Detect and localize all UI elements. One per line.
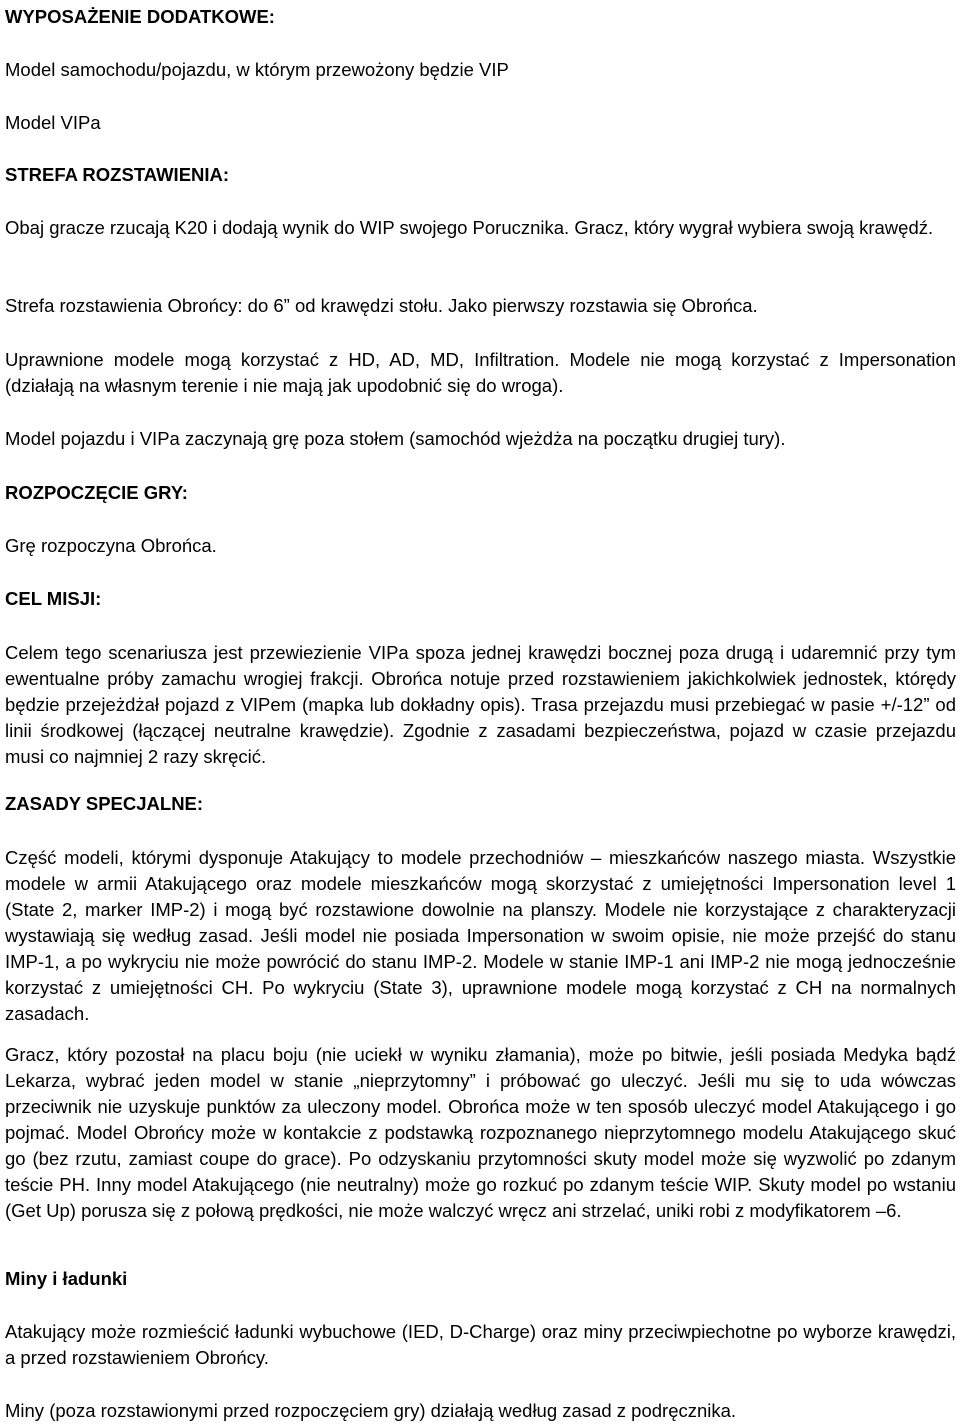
paragraph-vip-model: Model VIPa xyxy=(5,112,101,133)
heading-mines-charges: Miny i ładunki xyxy=(5,1268,128,1289)
paragraph-medic-rules: Gracz, który pozostał na placu boju (nie uciekł w wyniku złamania), może po bitwie, jeśli posiada Medyka bądź Lekarza, wybrać jeden model w stanie „nieprzytomny” i próbować go uleczyć. Jeśli mu się to uda wówczas przeciwnik nie uzyskuje punktów za uleczony model. Obrońca może w ten sposób uleczyć model Atakującego i go pojmać. Model Obrońcy może w kontakcie z podstawką rozpoznanego nieprzytomnego modelu Atakującego skuć go (bez rzutu, zamiast coupe do grace). Po odzyskaniu przytomności skuty model może się wyzwolić po zdanym teście PH. Inny model Atakującego (nie neutralny) może go rozkuć po zdanym teście WIP. Skuty model po wstaniu (Get Up) porusza się z połową prędkości, nie może walczyć wręcz ani strzelać, uniki robi z modyfikatorem –6. xyxy=(5,1044,956,1221)
heading-additional-equipment: WYPOSAŻENIE DODATKOWE: xyxy=(5,6,275,27)
paragraph-game-start: Grę rozpoczyna Obrońca. xyxy=(5,535,217,556)
paragraph-vehicle-entry: Model pojazdu i VIPa zaczynają grę poza stołem (samochód wjeżdża na początku drugiej tury). xyxy=(5,428,786,449)
paragraph-deployment-zone: Strefa rozstawienia Obrońcy: do 6” od krawędzi stołu. Jako pierwszy rozstawia się Obrońca. xyxy=(5,295,758,316)
paragraph-deployment-roll: Obaj gracze rzucają K20 i dodają wynik do WIP swojego Porucznika. Gracz, który wygrał wybiera swoją krawędź. xyxy=(5,217,934,238)
heading-mission-objective: CEL MISJI: xyxy=(5,588,102,609)
heading-deployment-zone: STREFA ROZSTAWIENIA: xyxy=(5,164,230,185)
paragraph-mission-objective: Celem tego scenariusza jest przewiezienie VIPa spoza jednej krawędzi bocznej poza drugą i udaremnić przy tym ewentualne próby zamachu wrogiej frakcji. Obrońca notuje przed rozstawieniem jakichkolwiek jednostek, którędy będzie przejeżdżał pojazd z VIPem (mapka lub dokładny opis). Trasa przejazdu musi przebiegać w pasie +/-12” od linii środkowej (łączącej neutralne krawędzie). Zgodnie z zasadami bezpieczeństwa, pojazd w czasie przejazdu musi co najmniej 2 razy skręcić. xyxy=(5,642,956,767)
paragraph-allowed-models: Uprawnione modele mogą korzystać z HD, AD, MD, Infiltration. Modele nie mogą korzystać z Impersonation (działają na własnym terenie i nie mają jak upodobnić się do wroga). xyxy=(5,349,956,396)
heading-game-start: ROZPOCZĘCIE GRY: xyxy=(5,482,188,503)
heading-special-rules: ZASADY SPECJALNE: xyxy=(5,793,204,814)
paragraph-mines-deployment: Atakujący może rozmieścić ładunki wybuchowe (IED, D-Charge) oraz miny przeciwpiechotne po wyborze krawędzi, a przed rozstawieniem Obrońcy. xyxy=(5,1321,956,1368)
paragraph-mines-rules: Miny (poza rozstawionymi przed rozpoczęciem gry) działają według zasad z podręcznika. xyxy=(5,1400,737,1421)
paragraph-vehicle-model: Model samochodu/pojazdu, w którym przewożony będzie VIP xyxy=(5,59,509,80)
paragraph-impersonation-rules: Część modeli, którymi dysponuje Atakujący to modele przechodniów – mieszkańców naszego miasta. Wszystkie modele w armii Atakującego oraz modele mieszkańców mogą skorzystać z umiejętności Impersonation level 1 (State 2, marker IMP-2) i mogą być rozstawione dowolnie na planszy. Modele nie korzystające z charakteryzacji wystawiają się według zasad. Jeśli model nie posiada Impersonation w swoim opisie, nie może przejść do stanu IMP-1, a po wykryciu nie może powrócić do stanu IMP-2. Modele w stanie IMP-1 ani IMP-2 nie mogą jednocześnie korzystać z umiejętności CH. Po wykryciu (State 3), uprawnione modele mogą korzystać z CH na normalnych zasadach. xyxy=(5,847,956,1024)
